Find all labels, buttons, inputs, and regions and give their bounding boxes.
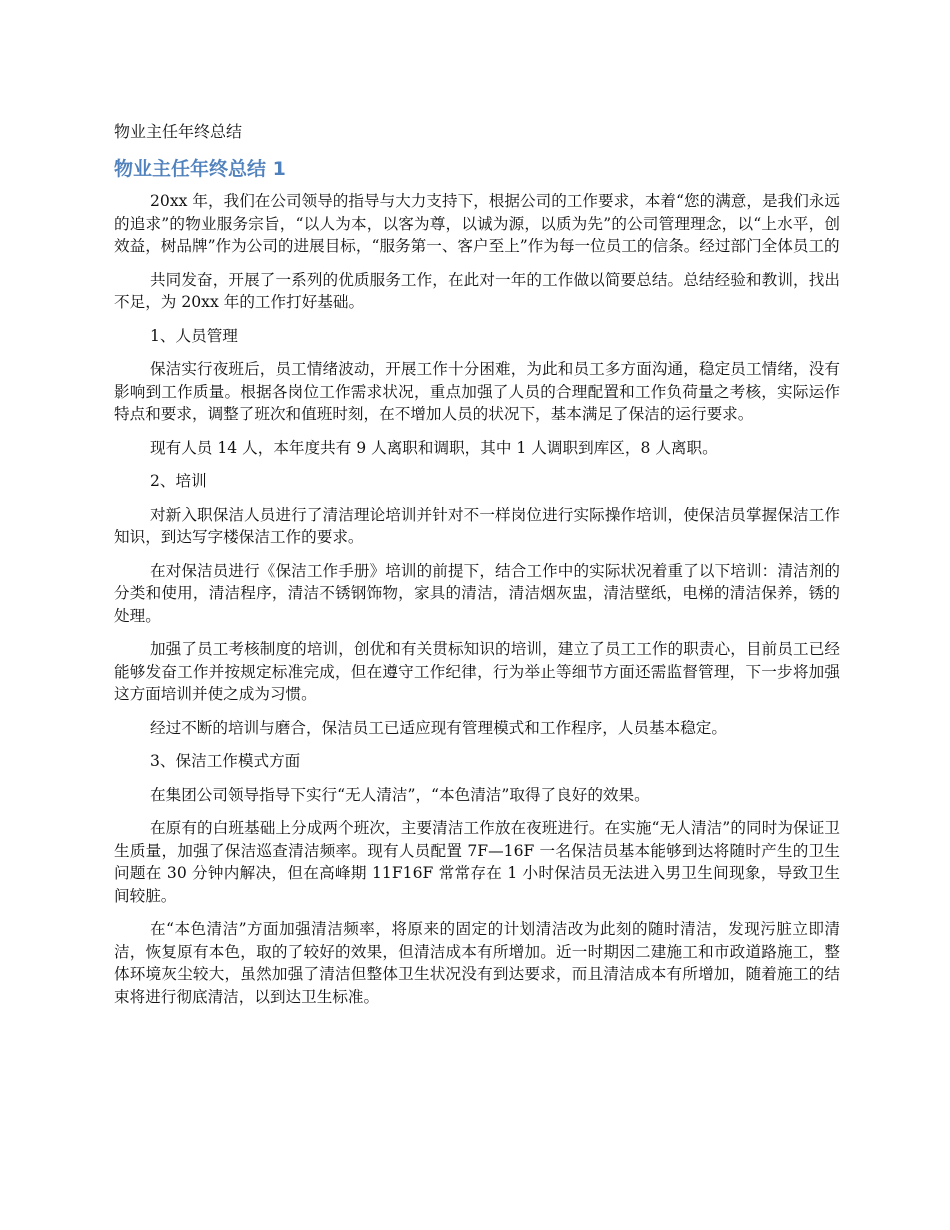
paragraph-cleaning-frequency: 在“本色清洁”方面加强清洁频率，将原来的固定的计划清洁改为此刻的随时清洁，发现污脏立即清洁，恢复原有本色，取的了较好的效果，但清洁成本有所增加。近一时期因二建施工和市政道路施工，整体环境灰尘较大，虽然加强了清洁但整体卫生状况没有到达要求，而且清洁成本有所增加，随着施工的结束将进行彻底清洁，以到达卫生标准。 (114, 920, 840, 1006)
paragraph-intro-continued: 共同发奋，开展了一系列的优质服务工作，在此对一年的工作做以简要总结。总结经验和教训，找出不足，为 20xx 年的工作打好基础。 (114, 270, 840, 311)
paragraph-cleaning-mode-intro: 在集团公司领导指导下实行“无人清洁”，“本色清洁”取得了良好的效果。 (150, 785, 650, 804)
paragraph-cleaning-shifts: 在原有的白班基础上分成两个班次，主要清洁工作放在夜班进行。在实施“无人清洁”的同时为保证卫生质量，加强了保洁巡查清洁频率。现有人员配置 7F—16F 一名保洁员基本能够到达将随时产生的卫生问题在 30 分钟内解决，但在高峰期 11F16F 常常存在 1 小时保洁员无法进入男卫生间现象，导致卫生间较脏。 (114, 819, 840, 905)
subheading-training: 2、培训 (150, 472, 207, 490)
document-title: 物业主任年终总结 (114, 122, 243, 141)
subheading-cleaning-mode: 3、保洁工作模式方面 (150, 752, 301, 770)
paragraph-intro: 20xx 年，我们在公司领导的指导与大力支持下，根据公司的工作要求，本着“您的满意，是我们永远的追求”的物业服务宗旨，“以人为本，以客为尊，以诚为源，以质为先”的公司管理理念，以“上水平，创效益，树品牌”作为公司的进展目标，“服务第一、客户至上”作为每一位员工的信条。经过部门全体员工的 (114, 192, 840, 255)
paragraph-staff-management: 保洁实行夜班后，员工情绪波动，开展工作十分困难，为此和员工多方面沟通，稳定员工情绪，没有影响到工作质量。根据各岗位工作需求状况，重点加强了人员的合理配置和工作负荷量之考核，实际运作特点和要求，调整了班次和值班时刻，在不增加人员的状况下，基本满足了保洁的运行要求。 (114, 360, 840, 423)
paragraph-training-assessment: 加强了员工考核制度的培训，创优和有关贯标知识的培训，建立了员工工作的职责心，目前员工已经能够发奋工作并按规定标准完成，但在遵守工作纪律，行为举止等细节方面还需监督管理，下一步将加强这方面培训并使之成为习惯。 (114, 640, 840, 703)
paragraph-training-result: 经过不断的培训与磨合，保洁员工已适应现有管理模式和工作程序，人员基本稳定。 (150, 718, 727, 737)
paragraph-staff-count: 现有人员 14 人，本年度共有 9 人离职和调职，其中 1 人调职到库区，8 人离职。 (150, 438, 718, 457)
subheading-staff-management: 1、人员管理 (150, 326, 238, 345)
paragraph-training-manual: 在对保洁员进行《保洁工作手册》培训的前提下，结合工作中的实际状况着重了以下培训：清洁剂的分类和使用，清洁程序，清洁不锈钢饰物，家具的清洁，清洁烟灰盅，清洁壁纸，电梯的清洁保养，锈的处理。 (114, 561, 840, 625)
document-page (114, 118, 840, 1019)
paragraph-training-new-staff: 对新入职保洁人员进行了清洁理论培训并针对不一样岗位进行实际操作培训，使保洁员掌握保洁工作知识，到达写字楼保洁工作的要求。 (114, 505, 840, 546)
section-heading: 物业主任年终总结 1 (114, 158, 286, 180)
